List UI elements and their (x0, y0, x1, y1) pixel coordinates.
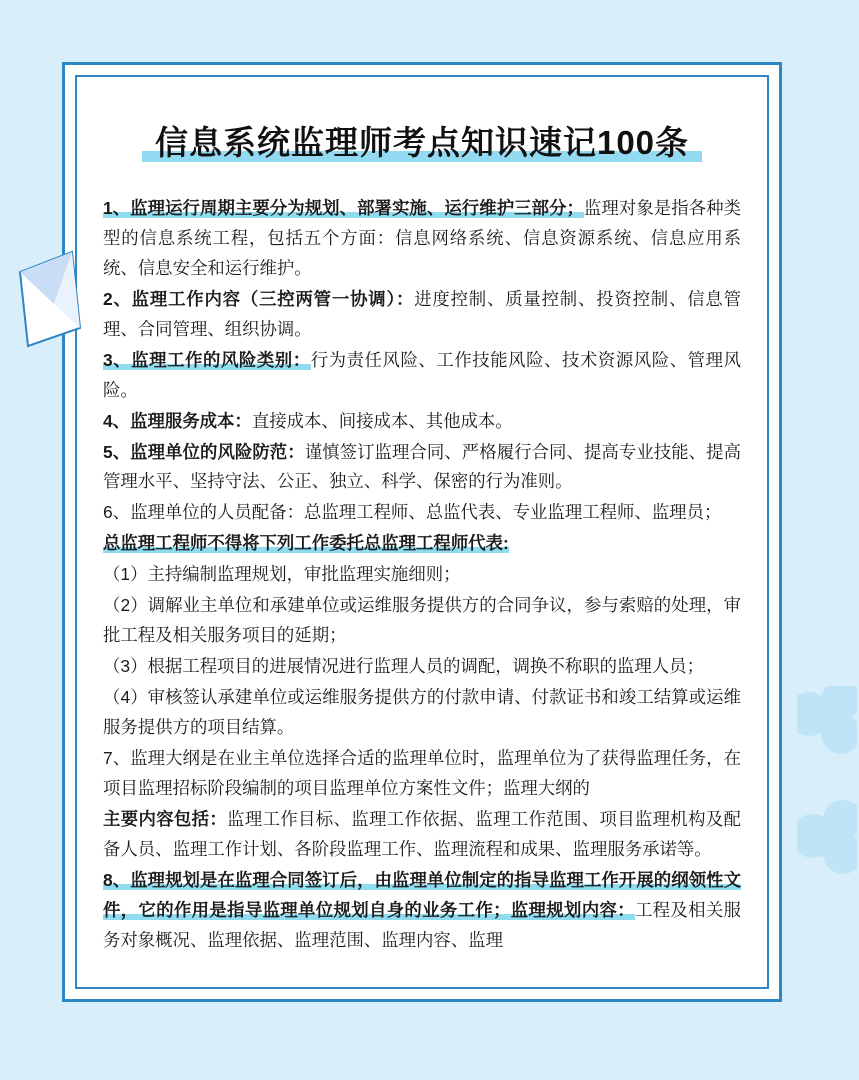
paragraph-lead: 2、监理工作内容（三控两管一协调）： (103, 288, 415, 309)
paragraph-rest: 直接成本、间接成本、其他成本。 (251, 410, 513, 431)
paragraph-item-3 (103, 346, 741, 406)
paragraph-lead: 4、监理服务成本： (103, 410, 252, 431)
paragraph-item-1 (103, 194, 741, 284)
paragraph-item-6-sub-2 (103, 591, 741, 651)
paragraph-rest: 谨慎签订监理合同、严格履行合同、提高专业技能、提高管理水平、坚持守法、公正、独立、科学、保密的行为准则。 (103, 441, 741, 492)
paragraph-lead: 5、监理单位的风险防范： (103, 441, 305, 462)
paragraph-item-6 (103, 498, 741, 528)
paragraph-rest: 7、监理大纲是在业主单位选择合适的监理单位时，监理单位为了获得监理任务，在项目监理招标阶段编制的项目监理单位方案性文件；监理大纲的 (103, 747, 741, 798)
paragraph-rest: （2）调解业主单位和承建单位或运维服务提供方的合同争议，参与索赔的处理，审批工程及相关服务项目的延期； (103, 595, 741, 646)
paragraph-item-6-sub-1 (103, 560, 741, 590)
page-title (103, 117, 741, 164)
paragraph-rest: 6、监理单位的人员配备：总监理工程师、总监代表、专业监理工程师、监理员； (103, 502, 722, 523)
paragraph-rest: （1）主持编制监理规划，审批监理实施细则； (103, 564, 461, 585)
paragraph-rest: （3）根据工程项目的进展情况进行监理人员的调配，调换不称职的监理人员； (103, 656, 704, 677)
clover-decoration (797, 686, 857, 886)
page-title-text: 信息系统监理师考点知识速记100条 (154, 124, 690, 161)
paragraph-item-7-continued (103, 805, 741, 865)
paragraph-rest: （4）审核签认承建单位或运维服务提供方的付款申请、付款证书和竣工结算或运维服务提供方的项目结算。 (103, 687, 741, 737)
paragraph-rest: 监理对象是指各种类型的信息系统工程，包括五个方面：信息网络系统、信息资源系统、信息应用系统、信息安全和运行维护。 (103, 198, 741, 278)
paragraph-item-4 (103, 407, 741, 437)
paragraph-rest: 进度控制、质量控制、投资控制、信息管理、合同管理、组织协调。 (103, 288, 741, 339)
paragraph-item-6-sub-title (103, 529, 741, 559)
paragraph-lead: 3、监理工作的风险类别： (103, 349, 311, 370)
paragraph-rest: 行为责任风险、工作技能风险、技术资源风险、管理风险。 (103, 349, 741, 400)
paragraph-item-7 (103, 744, 741, 804)
paragraph-item-6-sub-3 (103, 652, 741, 682)
paragraph-item-5 (103, 438, 741, 498)
note-card-inner (75, 75, 769, 989)
note-card (62, 62, 782, 1002)
paragraph-lead: 总监理工程师不得将下列工作委托总监理工程师代表: (103, 533, 509, 554)
paragraph-lead: 主要内容包括： (103, 808, 228, 829)
paragraph-rest: 监理工作目标、监理工作依据、监理工作范围、项目监理机构及配备人员、监理工作计划、各阶段监理工作、监理流程和成果、监理服务承诺等。 (103, 808, 741, 859)
paragraph-rest: 工程及相关服务对象概况、监理依据、监理范围、监理内容、监理 (103, 899, 741, 950)
paragraph-lead: 8、监理规划是在监理合同签订后，由监理单位制定的指导监理工作开展的纲领性文件，它的作用是指导监理单位规划自身的业务工作；监理规划内容： (103, 869, 741, 920)
document-body (103, 194, 741, 955)
paragraph-item-2 (103, 285, 741, 345)
paragraph-lead: 1、监理运行周期主要分为规划、部署实施、运行维护三部分； (103, 198, 584, 218)
paragraph-item-8 (103, 866, 741, 956)
paragraph-item-6-sub-4 (103, 683, 741, 743)
